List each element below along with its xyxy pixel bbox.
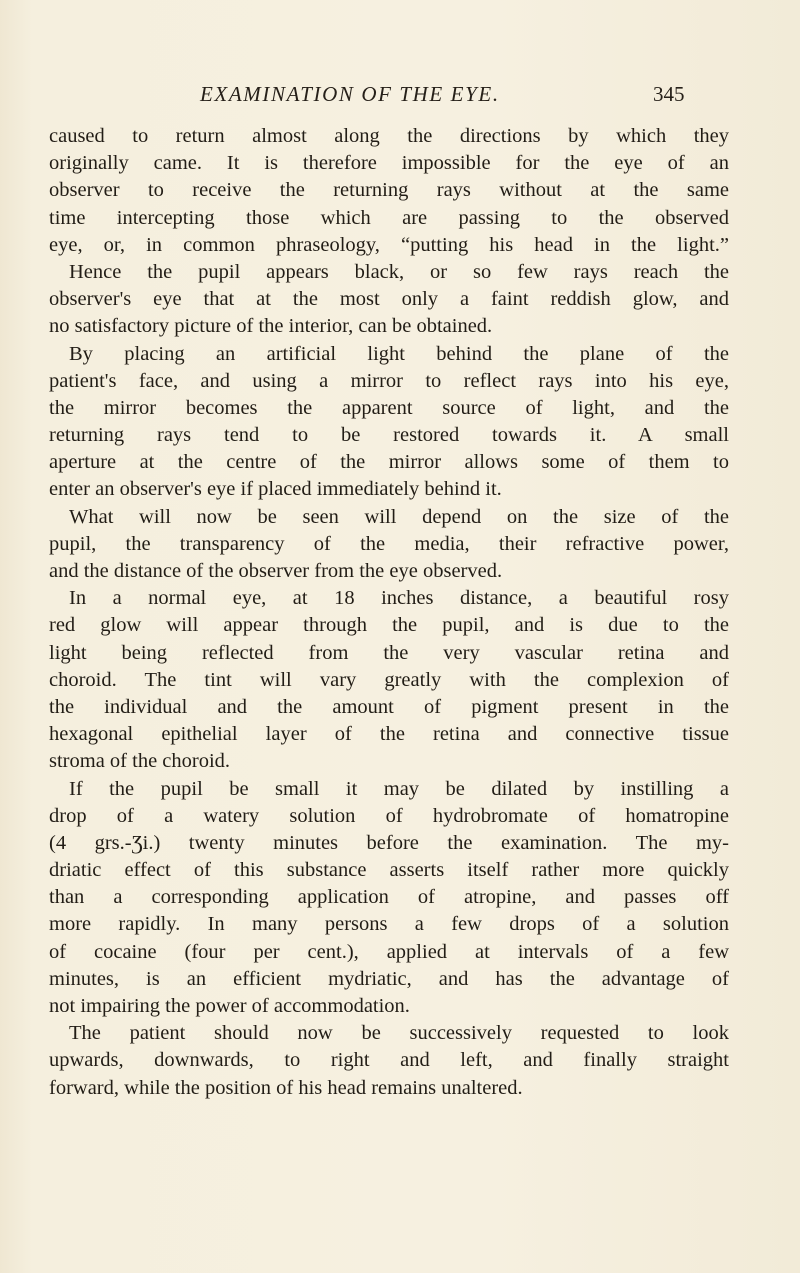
text-line: pupil, the transparency of the media, their refractive power, [49,532,729,555]
text-line: (4 grs.-Ʒi.) twenty minutes before the examination. The my- [49,831,729,854]
page-number: 345 [653,82,685,106]
text-line: aperture at the centre of the mirror allows some of them to [49,451,729,474]
text-line: observer's eye that at the most only a faint reddish glow, and [49,288,729,311]
text-line: red glow will appear through the pupil, and is due to the [49,614,729,637]
text-line: forward, while the position of his head remains unaltered. [49,1076,523,1099]
text-line: hexagonal epithelial layer of the retina and connective tissue [49,723,729,746]
text-line: drop of a watery solution of hydrobromate of homatropine [49,804,729,827]
text-line: enter an observer's eye if placed immediately behind it. [49,478,502,501]
text-line: caused to return almost along the directions by which they [49,125,729,147]
text-line: eye, or, in common phraseology, “putting his head in the light.” [49,233,729,256]
text-line: Hence the pupil appears black, or so few rays reach the [69,260,729,283]
text-line: the individual and the amount of pigment present in the [49,695,729,718]
text-line: minutes, is an efficient mydriatic, and has the advantage of [49,967,729,990]
text-line: light being reflected from the very vascular retina and [49,641,729,664]
text-line: stroma of the choroid. [49,750,231,773]
text-line: not impairing the power of accommodation. [49,995,410,1017]
text-line: patient's face, and using a mirror to reflect rays into his eye, [49,369,729,392]
text-line: driatic effect of this substance asserts itself rather more quickly [49,859,729,882]
text-line: time intercepting those which are passing to the observed [49,206,729,229]
text-line: The patient should now be successively requested to look [69,1022,729,1045]
text-line: observer to receive the returning rays without at the same [49,179,729,202]
running-title: EXAMINATION OF THE EYE. [200,82,500,106]
text-line: the mirror becomes the apparent source of light, and the [49,396,729,419]
body-text [49,123,729,1102]
text-line: than a corresponding application of atropine, and passes off [49,886,729,909]
text-line: If the pupil be small it may be dilated by instilling a [69,777,729,800]
text-line: and the distance of the observer from the eye observed. [49,560,503,582]
text-line: upwards, downwards, to right and left, and finally straight [49,1049,729,1072]
running-head [0,82,800,112]
text-line: By placing an artificial light behind the plane of the [69,342,729,365]
text-line: What will now be seen will depend on the size of the [69,505,729,528]
text-line: of cocaine (four per cent.), applied at intervals of a few [49,940,729,963]
text-line: returning rays tend to be restored towards it. A small [49,424,729,447]
text-line: In a normal eye, at 18 inches distance, a beautiful rosy [69,587,729,610]
text-line: more rapidly. In many persons a few drops of a solution [49,913,729,936]
text-line: no satisfactory picture of the interior, can be obtained. [49,315,493,338]
text-line: choroid. The tint will vary greatly with the complexion of [49,668,729,691]
text-line: originally came. It is therefore impossible for the eye of an [49,152,729,175]
